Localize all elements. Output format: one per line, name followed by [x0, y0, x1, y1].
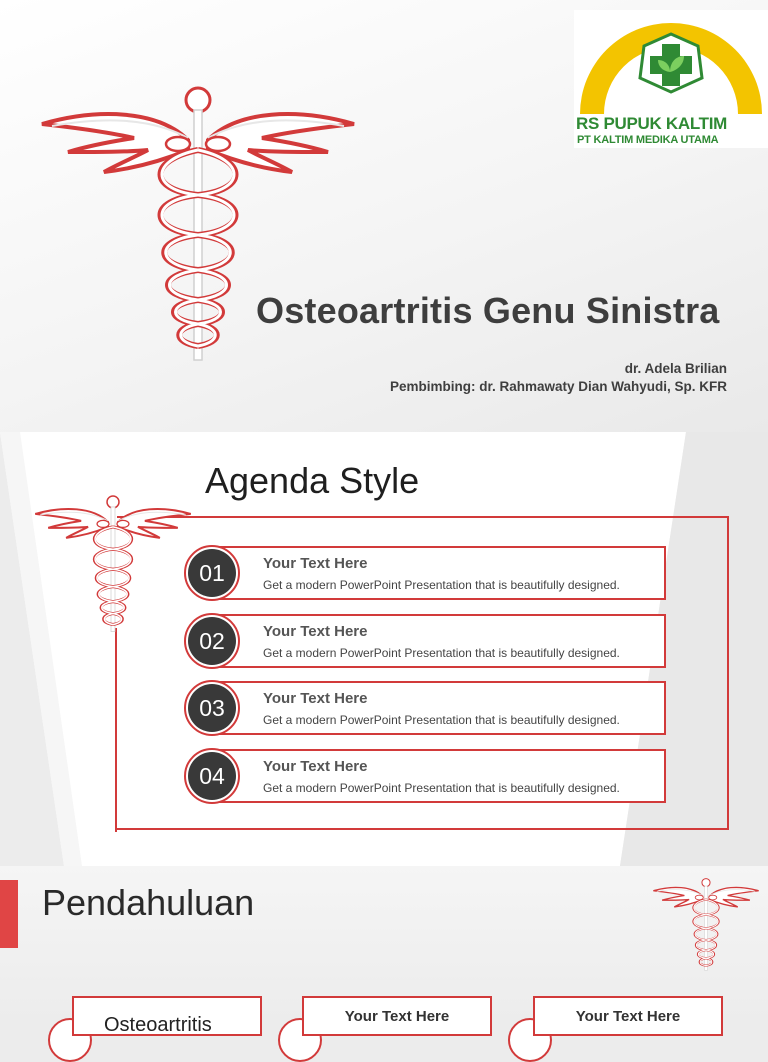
agenda-item-heading: Your Text Here: [263, 690, 368, 707]
author-name: dr. Adela Brilian: [624, 361, 727, 376]
logo-name: RS PUPUK KALTIM: [576, 114, 728, 133]
title-accent-bar: [0, 880, 18, 948]
caduceus-icon: [32, 492, 194, 634]
intro-card: [72, 996, 262, 1036]
agenda-item-description: Get a modern PowerPoint Presentation that is beautifully designed.: [263, 646, 620, 660]
agenda-item-description: Get a modern PowerPoint Presentation that is beautifully designed.: [263, 578, 620, 592]
agenda-item-heading: Your Text Here: [263, 623, 368, 640]
agenda-item: [184, 614, 666, 670]
supervisor-name: Pembimbing: dr. Rahmawaty Dian Wahyudi, Sp. KFR: [389, 379, 727, 394]
intro-card-text: Your Text Here: [575, 1008, 681, 1025]
agenda-number: 01: [188, 549, 236, 597]
agenda-item-description: Get a modern PowerPoint Presentation that is beautifully designed.: [263, 781, 620, 795]
agenda-item-description: Get a modern PowerPoint Presentation that is beautifully designed.: [263, 713, 620, 727]
agenda-item: [184, 546, 666, 602]
presentation-title: Osteoartritis Genu Sinistra: [256, 290, 720, 331]
intro-card-text: Your Text Here: [344, 1008, 450, 1025]
author-block: [390, 360, 727, 396]
caduceus-icon: [652, 874, 760, 974]
agenda-slide: [0, 432, 768, 866]
agenda-number: 02: [188, 617, 236, 665]
agenda-frame-left-edge: [115, 628, 117, 832]
agenda-number: 03: [188, 684, 236, 732]
agenda-item: [184, 749, 666, 805]
intro-card: [533, 996, 723, 1036]
agenda-item: [184, 681, 666, 737]
agenda-number: 04: [188, 752, 236, 800]
intro-card-text: Osteoartritis: [104, 1014, 212, 1036]
introduction-title: Pendahuluan: [42, 882, 255, 923]
agenda-item-heading: Your Text Here: [263, 758, 368, 775]
agenda-title: Agenda Style: [205, 460, 420, 501]
intro-card: [302, 996, 492, 1036]
hospital-logo: [574, 10, 768, 148]
logo-subtitle: PT KALTIM MEDIKA UTAMA: [577, 134, 719, 146]
introduction-slide: [0, 866, 768, 1036]
agenda-item-heading: Your Text Here: [263, 555, 368, 572]
title-slide: [0, 0, 768, 432]
hospital-cross-logo-icon: [574, 10, 768, 114]
